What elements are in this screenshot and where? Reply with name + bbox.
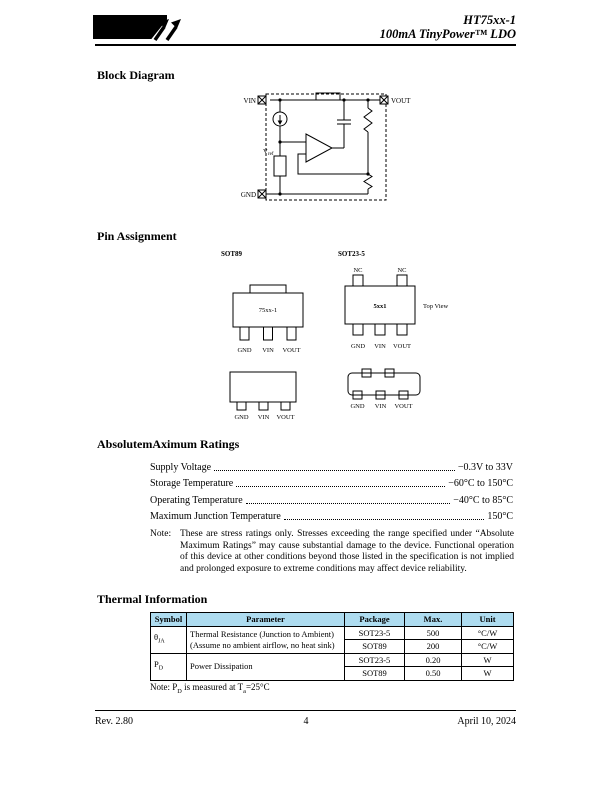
footer-date: April 10, 2024 [457, 716, 516, 727]
vout-terminal-icon [380, 96, 388, 104]
cell-max: 200 [405, 640, 462, 654]
pin-label: VIN [374, 343, 386, 350]
col-unit: Unit [462, 613, 514, 627]
top-view-label: Top View [423, 303, 449, 310]
vin-label: VIN [243, 97, 256, 105]
table-header-row [151, 613, 514, 627]
footer-rev: Rev. 2.80 [95, 716, 133, 727]
pin-label: VOUT [392, 343, 412, 350]
rating-value: −60°C to 150°C [448, 478, 513, 489]
sot23-title: SOT23-5 [338, 250, 365, 258]
pin-label: VIN [262, 347, 274, 354]
heading-abs-max: AbsolutemAximum Ratings [97, 437, 240, 451]
cell-package: SOT89 [345, 640, 405, 654]
opamp [306, 134, 332, 162]
pin-label: VIN [374, 403, 387, 410]
rating-row [150, 489, 513, 506]
rating-value: 150°C [487, 511, 513, 522]
cell-symbol: $\theta_{JA}$ [151, 626, 187, 653]
rating-label: Supply Voltage [150, 461, 212, 473]
col-symbol: Symbol [151, 613, 187, 627]
pin-label: GND [350, 343, 366, 350]
note-label: Note: [150, 529, 172, 539]
vout-label: VOUT [391, 97, 411, 105]
sot89-top-view [213, 248, 328, 358]
gnd-terminal-icon [258, 190, 266, 198]
col-package: Package [345, 613, 405, 627]
part-number: HT75xx-1 [463, 13, 516, 27]
cell-package: SOT89 [345, 667, 405, 681]
rating-row [150, 456, 513, 473]
abs-max-list [150, 456, 513, 522]
col-max: Max. [405, 613, 462, 627]
sot89-title: SOT89 [221, 250, 243, 258]
table-row [151, 626, 514, 640]
pin-label: VOUT [276, 414, 295, 421]
cell-package: SOT23-5 [345, 626, 405, 640]
rating-row [150, 506, 513, 523]
pin-label: VOUT [282, 347, 301, 354]
pin-label: NC [397, 267, 407, 274]
table-row [151, 653, 514, 667]
feedback-divider [364, 100, 372, 194]
holtek-logo [93, 12, 195, 42]
footer-rule [95, 710, 516, 711]
heading-thermal: Thermal Information [97, 592, 208, 606]
sot23-bottom-outline [348, 369, 420, 399]
sot23-bottom-view [338, 368, 458, 412]
sot89-bottom-view [220, 370, 320, 422]
gnd-label: GND [240, 191, 256, 199]
heading-pin-assignment: Pin Assignment [97, 229, 177, 243]
cell-parameter: Power Dissipation [187, 653, 345, 680]
part-description: 100mA TinyPower™ LDO [379, 27, 516, 41]
pin-label: VIN [257, 414, 270, 421]
sot89-marking: 75xx-1 [258, 307, 278, 314]
dot-leader [246, 503, 451, 504]
cell-max: 0.50 [405, 667, 462, 681]
vref-label-sub: ref [268, 152, 274, 157]
rating-label: Operating Temperature [150, 494, 243, 506]
doc-title [380, 13, 516, 41]
cell-unit: W [462, 667, 514, 681]
thermal-table [150, 612, 514, 681]
rating-value: −0.3V to 33V [457, 461, 513, 473]
thermal-note: Note: $P_D$ is measured at $T_a=25^\circ C$ [150, 682, 270, 695]
cell-unit: °C/W [462, 626, 514, 640]
circuit-nodes [278, 98, 369, 195]
feedback-path [298, 154, 368, 174]
cell-unit: °C/W [462, 640, 514, 654]
col-parameter: Parameter [187, 613, 345, 627]
block-diagram [228, 86, 418, 220]
vin-terminal-icon [258, 96, 266, 104]
sot89-bottom-outline [230, 372, 296, 410]
pin-label: GND [237, 347, 252, 354]
rating-value: −40°C to 85°C [453, 494, 513, 506]
sot23-marking: 5xx1 [373, 303, 387, 310]
heading-block-diagram: Block Diagram [97, 68, 175, 82]
cell-parameter: Thermal Resistance (Junction to Ambient) (Assume no ambient airflow, no heat sink) [187, 626, 345, 653]
cell-max: 0.20 [405, 653, 462, 667]
pin-label: VOUT [394, 403, 413, 410]
pin-label: GND [350, 403, 365, 410]
logo-text: HOLTEK [98, 20, 151, 35]
rating-label: Maximum Junction Temperature [150, 511, 281, 522]
header-rule [95, 44, 516, 46]
note-text: These are stress ratings only. Stresses exceeding the range specified under “Absolute Maximum Ratings” may cause substantial damage to the device. Functional operation of this device at other conditions beyond those listed in the specification is not implied and prolonged exposure to extreme conditions may affect device reliability. [180, 529, 514, 574]
sot23-top-view [333, 248, 468, 353]
pin-label: NC [353, 267, 363, 274]
cell-max: 500 [405, 626, 462, 640]
vref-label: V [263, 148, 268, 155]
cell-unit: W [462, 653, 514, 667]
rating-label: Storage Temperature [150, 478, 234, 489]
current-source [273, 100, 287, 156]
abs-max-note [150, 529, 514, 575]
vref-box [274, 156, 286, 176]
cell-package: SOT23-5 [345, 653, 405, 667]
cell-symbol: $P_D$ [151, 653, 187, 680]
dot-leader [284, 519, 485, 520]
dot-leader [214, 470, 455, 471]
rating-row [150, 473, 513, 490]
dot-leader [236, 486, 445, 487]
pin-label: GND [234, 414, 249, 421]
footer-page-number: 4 [303, 716, 309, 727]
output-capacitor [332, 100, 351, 148]
